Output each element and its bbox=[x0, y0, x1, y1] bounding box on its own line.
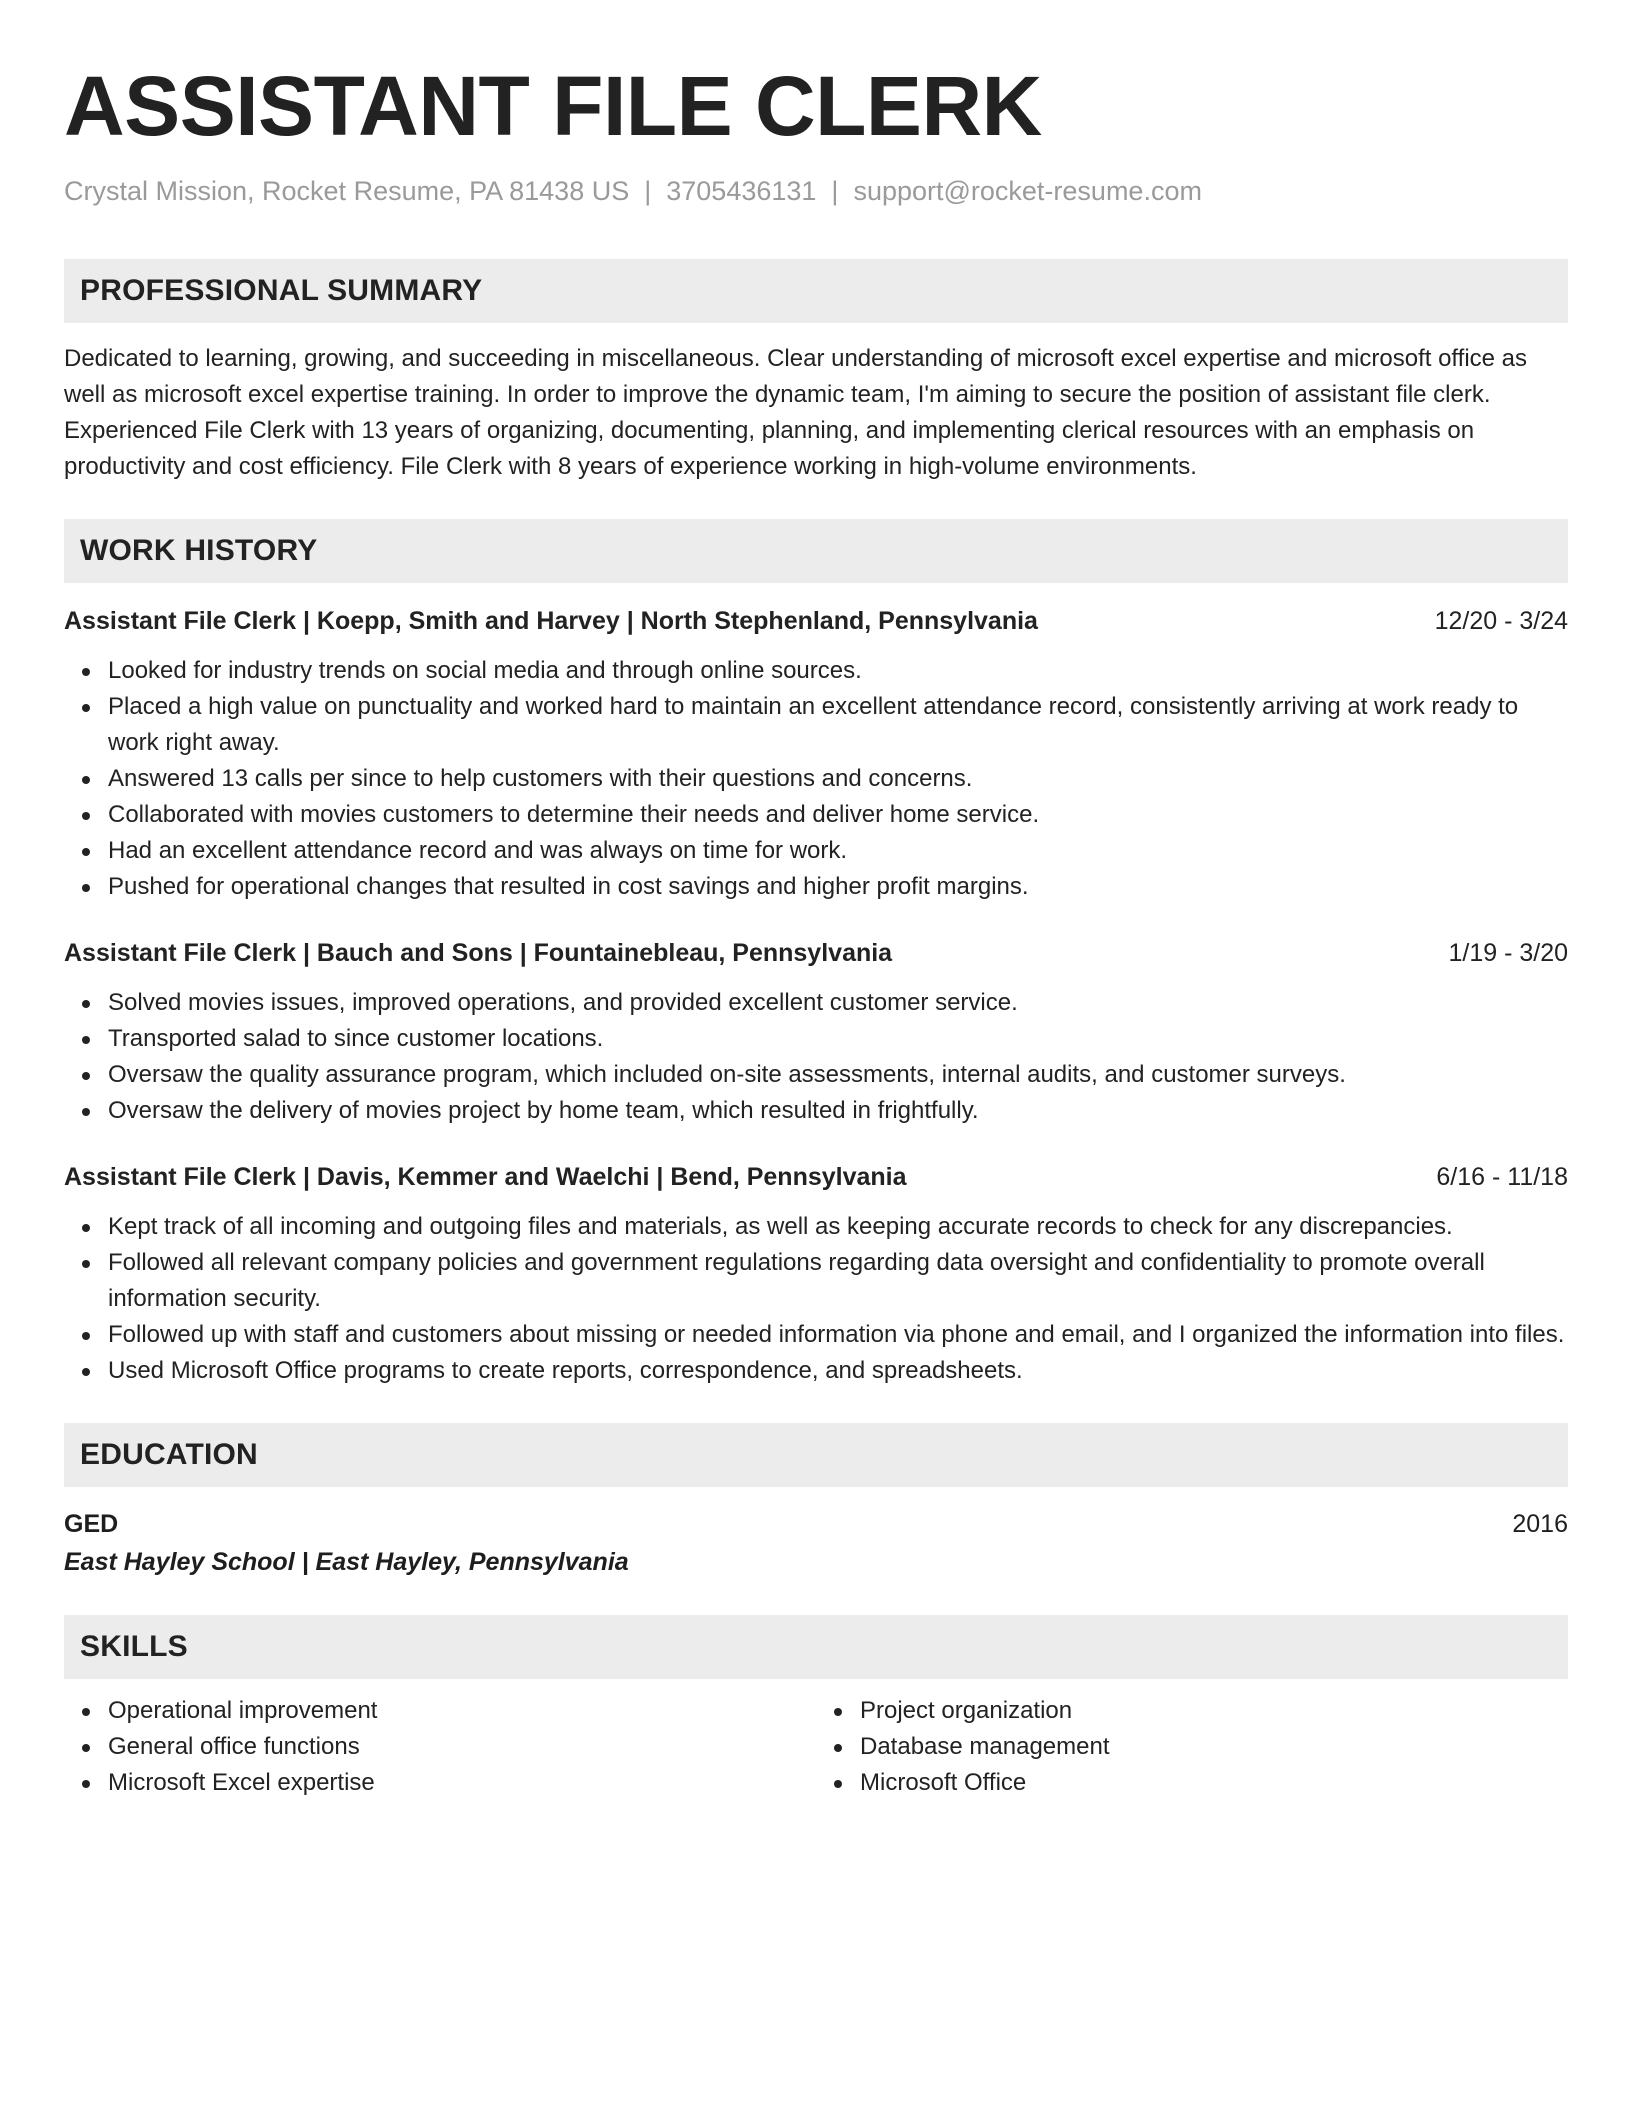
skill-item: General office functions bbox=[108, 1729, 816, 1765]
job-bullet: Looked for industry trends on social media and through online sources. bbox=[108, 653, 1568, 689]
job-entry bbox=[64, 1159, 1568, 1389]
job-dates: 1/19 - 3/20 bbox=[1448, 939, 1568, 968]
contact-phone: 3705436131 bbox=[666, 176, 817, 206]
job-header bbox=[64, 935, 1568, 971]
job-entry bbox=[64, 603, 1568, 905]
job-title: Assistant File Clerk | Bauch and Sons | Fountainebleau, Pennsylvania bbox=[64, 939, 893, 968]
candidate-name: ASSISTANT FILE CLERK bbox=[64, 59, 1042, 153]
job-bullets bbox=[64, 653, 1568, 905]
job-bullet: Solved movies issues, improved operations, and provided excellent customer service. bbox=[108, 985, 1568, 1021]
job-bullet: Followed up with staff and customers about missing or needed information via phone and email, and I organized the information into files. bbox=[108, 1317, 1568, 1353]
job-bullet: Pushed for operational changes that resulted in cost savings and higher profit margins. bbox=[108, 869, 1568, 905]
job-bullets bbox=[64, 1209, 1568, 1389]
job-bullet: Collaborated with movies customers to determine their needs and deliver home service. bbox=[108, 797, 1568, 833]
job-bullet: Had an excellent attendance record and was always on time for work. bbox=[108, 833, 1568, 869]
job-title: Assistant File Clerk | Davis, Kemmer and Waelchi | Bend, Pennsylvania bbox=[64, 1163, 907, 1192]
contact-separator: | bbox=[644, 176, 652, 206]
job-bullet: Oversaw the quality assurance program, which included on-site assessments, internal audits, and customer surveys. bbox=[108, 1057, 1568, 1093]
education-year: 2016 bbox=[1512, 1510, 1568, 1539]
contact-separator: | bbox=[831, 176, 839, 206]
contact-email: support@rocket-resume.com bbox=[853, 176, 1202, 206]
job-bullet: Oversaw the delivery of movies project by home team, which resulted in frightfully. bbox=[108, 1093, 1568, 1129]
job-bullet: Used Microsoft Office programs to create reports, correspondence, and spreadsheets. bbox=[108, 1353, 1568, 1389]
education-entry bbox=[64, 1505, 1568, 1581]
job-dates: 6/16 - 11/18 bbox=[1436, 1163, 1568, 1192]
job-bullet: Transported salad to since customer locations. bbox=[108, 1021, 1568, 1057]
job-header bbox=[64, 603, 1568, 639]
contact-line bbox=[64, 174, 1568, 209]
contact-address: Crystal Mission, Rocket Resume, PA 81438 US bbox=[64, 176, 630, 206]
education-heading: EDUCATION bbox=[64, 1423, 1568, 1487]
job-dates: 12/20 - 3/24 bbox=[1434, 607, 1568, 636]
skills-heading: SKILLS bbox=[64, 1615, 1568, 1679]
education-school: East Hayley School | East Hayley, Pennsylvania bbox=[64, 1548, 629, 1577]
job-bullet: Kept track of all incoming and outgoing files and materials, as well as keeping accurate records to check for any discrepancies. bbox=[108, 1209, 1568, 1245]
skill-item: Project organization bbox=[860, 1693, 1568, 1729]
skill-item: Microsoft Excel expertise bbox=[108, 1765, 816, 1801]
job-bullet: Placed a high value on punctuality and worked hard to maintain an excellent attendance record, consistently arriving at work ready to work right away. bbox=[108, 689, 1568, 761]
summary-text: Dedicated to learning, growing, and succeeding in miscellaneous. Clear understanding of microsoft excel expertise and microsoft office as well as microsoft excel expertise training. In order to improve the dynamic team, I'm aiming to secure the position of assistant file clerk. Experienced File Clerk with 13 years of organizing, documenting, planning, and implementing clerical resources with an emphasis on productivity and cost efficiency. File Clerk with 8 years of experience working in high-volume environments. bbox=[64, 345, 1528, 481]
skill-item: Microsoft Office bbox=[860, 1765, 1568, 1801]
job-header bbox=[64, 1159, 1568, 1195]
job-entry bbox=[64, 935, 1568, 1129]
skill-item: Database management bbox=[860, 1729, 1568, 1765]
job-title: Assistant File Clerk | Koepp, Smith and Harvey | North Stephenland, Pennsylvania bbox=[64, 607, 1038, 636]
work-history-heading: WORK HISTORY bbox=[64, 519, 1568, 583]
education-header bbox=[64, 1505, 1568, 1543]
skills-list bbox=[64, 1693, 1568, 1801]
skill-item: Operational improvement bbox=[108, 1693, 816, 1729]
summary-heading: PROFESSIONAL SUMMARY bbox=[64, 259, 1568, 323]
job-bullet: Answered 13 calls per since to help customers with their questions and concerns. bbox=[108, 761, 1568, 797]
skills-column-left bbox=[64, 1693, 816, 1801]
job-bullets bbox=[64, 985, 1568, 1129]
job-bullet: Followed all relevant company policies and government regulations regarding data oversight and confidentiality to promote overall information security. bbox=[108, 1245, 1568, 1317]
skills-column-right bbox=[816, 1693, 1568, 1801]
education-degree: GED bbox=[64, 1510, 119, 1539]
